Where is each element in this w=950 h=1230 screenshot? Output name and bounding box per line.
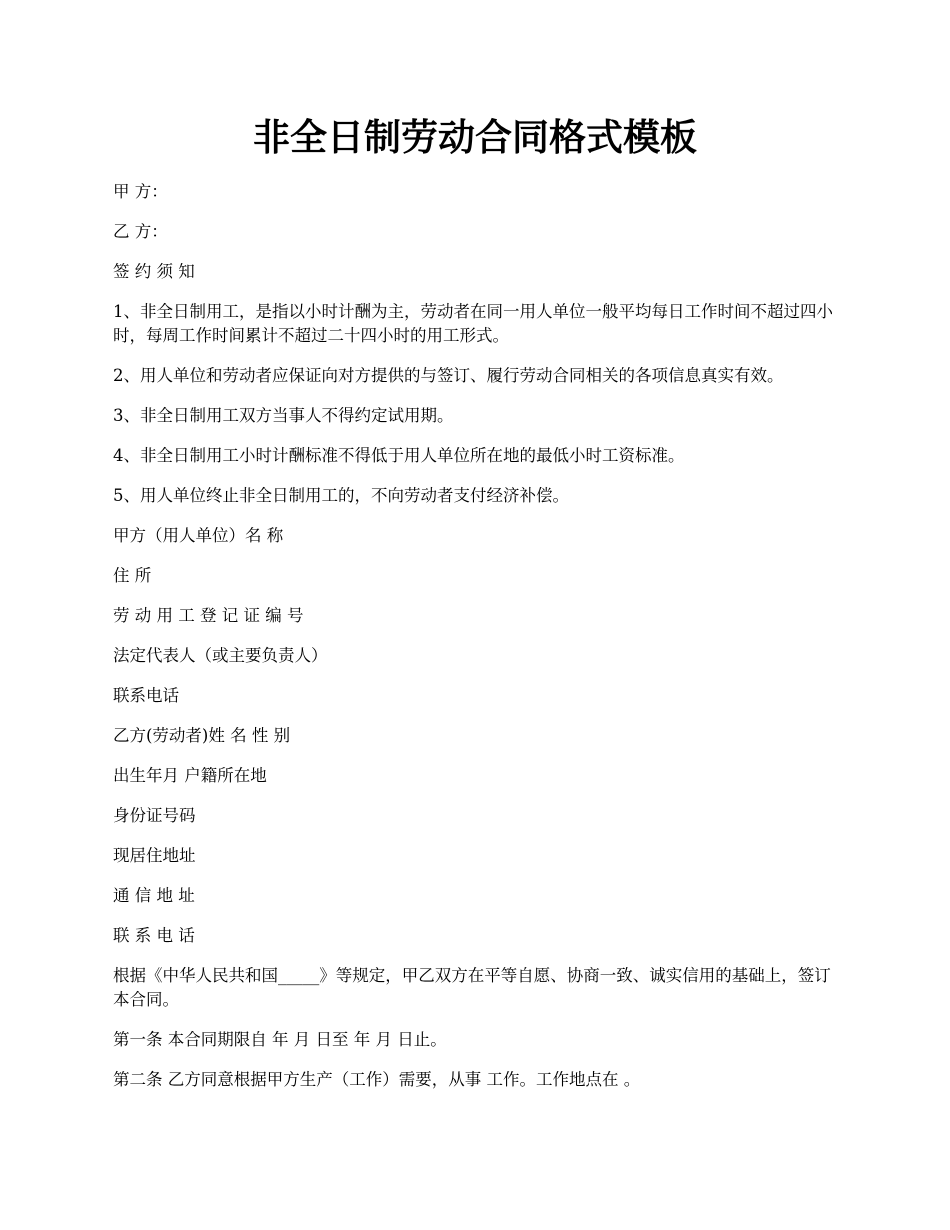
legal-representative-line: 法定代表人（或主要负责人） (113, 646, 328, 665)
employer-phone-line: 联系电话 (113, 686, 179, 705)
employee-birth-domicile-line: 出生年月 户籍所在地 (113, 766, 267, 785)
party-b-line: 乙 方： (113, 222, 168, 241)
party-a-line: 甲 方： (113, 182, 168, 201)
employer-name-line: 甲方（用人单位）名 称 (113, 526, 284, 545)
employee-phone-line: 联 系 电 话 (113, 926, 195, 945)
notice-item-5: 5、用人单位终止非全日制用工的，不向劳动者支付经济补偿。 (113, 486, 569, 505)
contract-basis-paragraph: 根据《中华人民共和国_____》等规定，甲乙双方在平等自愿、协商一致、诚实信用的基础上，签订本合同。 (113, 966, 831, 1009)
notice-item-2: 2、用人单位和劳动者应保证向对方提供的与签订、履行劳动合同相关的各项信息真实有效。 (113, 366, 784, 385)
notice-item-3: 3、非全日制用工双方当事人不得约定试用期。 (113, 406, 454, 425)
employee-id-number-line: 身份证号码 (113, 806, 196, 825)
employee-name-gender-line: 乙方(劳动者)姓 名 性 别 (113, 726, 291, 745)
notice-item-1: 1、非全日制用工，是指以小时计酬为主，劳动者在同一用人单位一般平均每日工作时间不超过四小时，每周工作时间累计不超过二十四小时的用工形式。 (113, 302, 833, 345)
employer-address-line: 住 所 (113, 566, 152, 585)
employment-registration-number-line: 劳 动 用 工 登 记 证 编 号 (113, 606, 304, 625)
document-title: 非全日制劳动合同格式模板 (253, 115, 697, 159)
employee-residence-line: 现居住地址 (113, 846, 196, 865)
article-2-work: 第二条 乙方同意根据甲方生产（工作）需要，从事 工作。工作地点在 。 (113, 1070, 641, 1089)
signing-notice-heading: 签 约 须 知 (113, 262, 195, 281)
employee-mailing-address-line: 通 信 地 址 (113, 886, 195, 905)
notice-item-4: 4、非全日制用工小时计酬标准不得低于用人单位所在地的最低小时工资标准。 (113, 446, 685, 465)
document-body (113, 180, 838, 1108)
article-1-term: 第一条 本合同期限自 年 月 日至 年 月 日止。 (113, 1030, 447, 1049)
